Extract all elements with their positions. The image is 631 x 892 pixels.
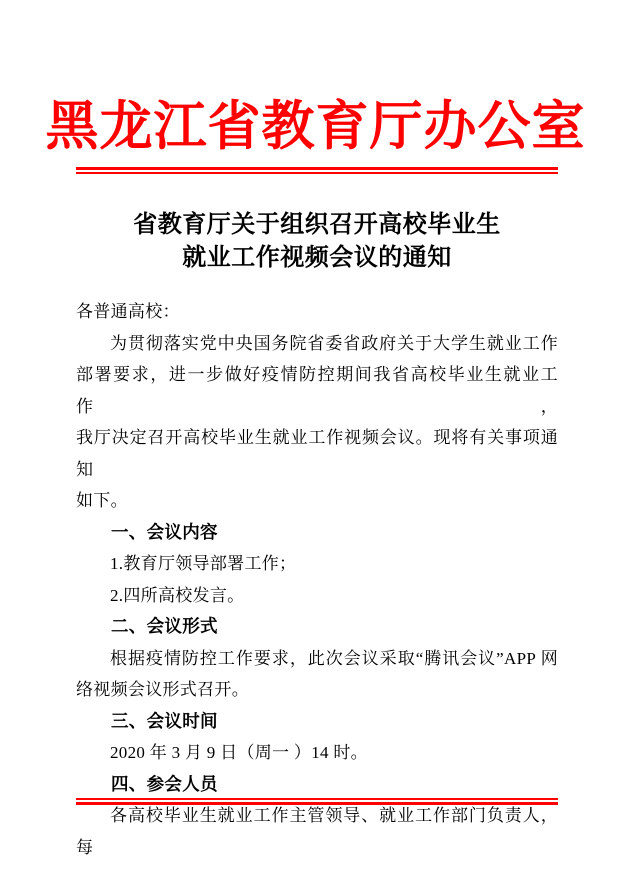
body-line: 络视频会议形式召开。: [76, 680, 249, 699]
section-heading: 二、会议形式: [111, 616, 218, 636]
section-heading: 四、参会人员: [111, 773, 218, 794]
section-heading: 一、会议内容: [111, 521, 218, 542]
body-line: 根据疫情防控工作要求，此次会议采取“腾讯会议”APP 网: [110, 648, 558, 668]
body-line: 2020 年 3 月 9 日（周一 ）14 时。: [110, 743, 368, 762]
body-line: 如下。: [76, 491, 128, 510]
document-body: [76, 296, 558, 863]
body-line: 2.四所高校发言。: [110, 585, 245, 605]
body-line: 部署要求，进一步做好疫情防控期间我省高校毕业生就业工作，: [76, 365, 558, 416]
body-line: 我厅决定召开高校毕业生就业工作视频会议。现将有关事项通知: [76, 428, 558, 479]
body-line: 1.教育厅领导部署工作；: [110, 554, 297, 573]
body-line: 各高校毕业生就业工作主管领导、就业工作部门负责人，每: [76, 806, 558, 857]
document-title: [76, 209, 558, 275]
document-title-line1: 省教育厅关于组织召开高校毕业生: [133, 212, 501, 238]
body-line: 各普通高校：: [76, 302, 180, 321]
footer-double-rule: [76, 798, 558, 805]
document-title-line2: 就业工作视频会议的通知: [182, 245, 452, 271]
header-double-rule: [76, 167, 558, 174]
letterhead-org-name: 黑龙江省教育厅办公室: [45, 98, 586, 156]
body-line: 为贯彻落实党中央国务院省委省政府关于大学生就业工作: [110, 333, 558, 353]
section-heading: 三、会议时间: [111, 710, 218, 731]
